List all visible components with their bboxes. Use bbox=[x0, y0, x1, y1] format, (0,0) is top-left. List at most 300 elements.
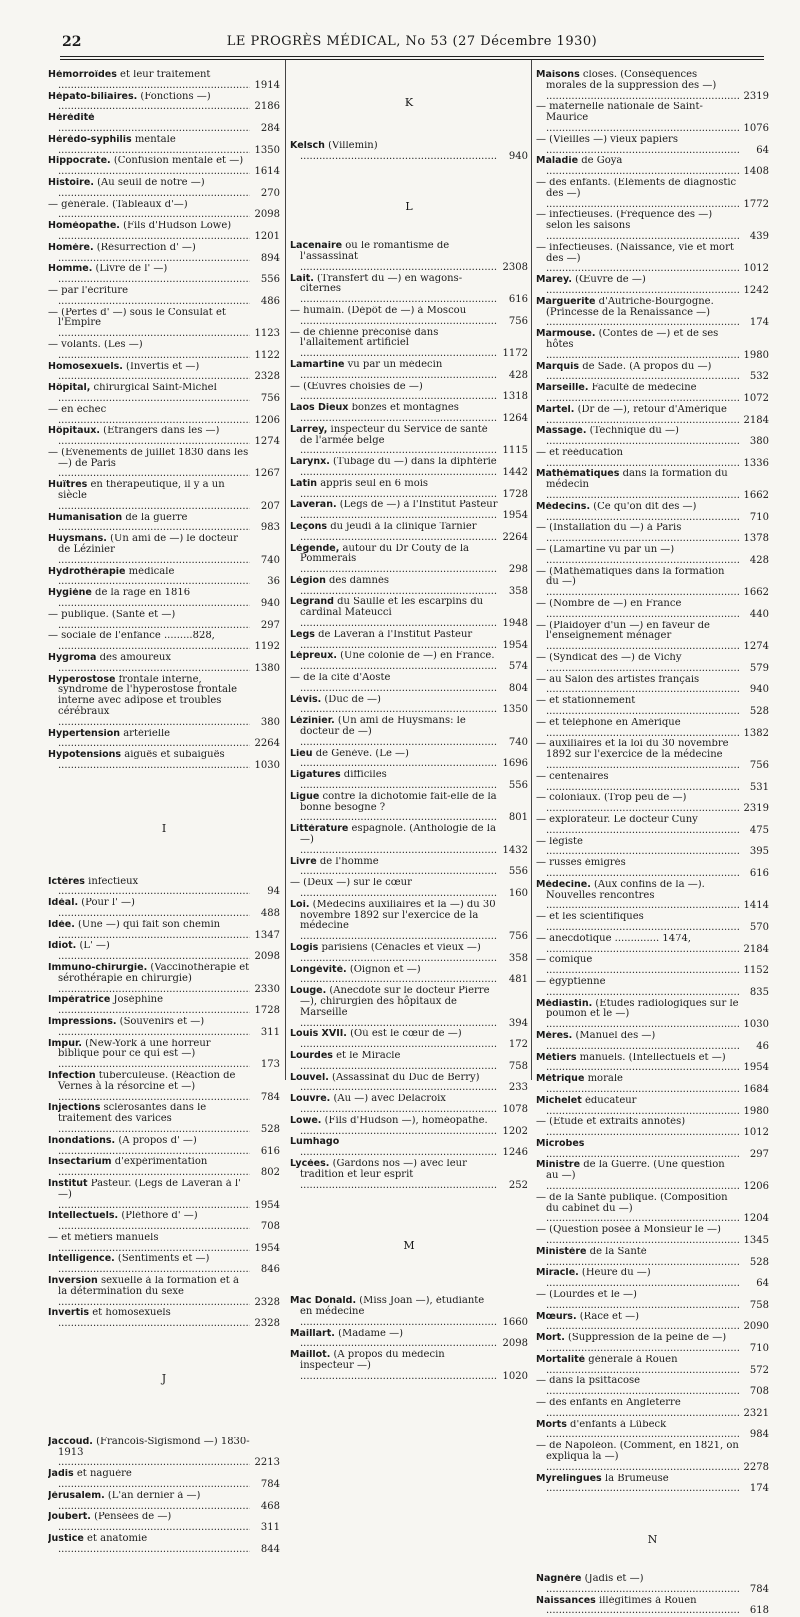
entry-text bbox=[48, 1103, 250, 1135]
index-entry bbox=[48, 1469, 280, 1491]
entry-description: — au Salon des artistes français bbox=[536, 674, 700, 685]
entry-description: de la Guerre. (Une question au —) bbox=[546, 1160, 725, 1182]
entry-page-number: 756 bbox=[498, 317, 528, 328]
index-entry bbox=[536, 955, 769, 977]
index-entry bbox=[536, 1193, 769, 1225]
entry-description: (Dr de —), retour d'Amérique bbox=[574, 404, 727, 415]
entry-headword: Lait. bbox=[290, 273, 314, 284]
entry-headword: Larynx. bbox=[290, 457, 330, 468]
index-column-1 bbox=[48, 70, 280, 1556]
entry-page-number: 846 bbox=[250, 1265, 280, 1276]
index-entry bbox=[290, 986, 528, 1029]
entry-text bbox=[290, 630, 498, 652]
entry-page-number: 2321 bbox=[739, 1409, 769, 1420]
entry-text bbox=[290, 457, 498, 479]
entry-description: — coloniaux. (Trop peu de —) bbox=[536, 793, 687, 804]
entry-headword: Inondations. bbox=[48, 1135, 116, 1146]
index-entry bbox=[290, 716, 528, 748]
entry-headword: Loi. bbox=[290, 899, 310, 910]
entry-text bbox=[48, 1136, 250, 1158]
entry-text bbox=[48, 1276, 250, 1308]
entry-description: de Laveran à l'Institut Pasteur bbox=[314, 629, 473, 640]
entry-page-number: 1246 bbox=[498, 1148, 528, 1159]
entry-text bbox=[536, 1398, 739, 1420]
entry-text bbox=[48, 340, 250, 362]
entry-page-number: 475 bbox=[739, 826, 769, 837]
entry-description: (Souvenirs et —) bbox=[116, 1016, 205, 1027]
index-entry bbox=[290, 965, 528, 987]
entry-headword: Microbes bbox=[536, 1138, 585, 1149]
index-entry bbox=[536, 1268, 769, 1290]
entry-description: de la Santé bbox=[586, 1246, 647, 1257]
entry-page-number: 2319 bbox=[739, 804, 769, 815]
entry-page-number: 710 bbox=[739, 1344, 769, 1355]
entry-page-number: 1264 bbox=[498, 414, 528, 425]
index-entry bbox=[48, 941, 280, 963]
entry-text bbox=[48, 92, 250, 114]
entry-description: (Villemin) bbox=[324, 140, 378, 151]
entry-headword: Legs bbox=[290, 629, 315, 640]
entry-description: — (Evénements de juillet 1830 dans les —) de Paris bbox=[48, 447, 249, 469]
entry-headword: Hippocrate. bbox=[48, 156, 111, 167]
entry-description: (Confusion mentale et —) bbox=[110, 156, 244, 167]
entry-description: (A propos du médecin inspecteur —) bbox=[300, 1350, 445, 1371]
entry-page-number: 2328 bbox=[250, 1298, 280, 1309]
index-entry bbox=[48, 221, 280, 243]
entry-headword: Longévité. bbox=[290, 964, 347, 975]
index-entry bbox=[48, 1276, 280, 1308]
entry-page-number: 1660 bbox=[498, 1318, 528, 1329]
index-entry bbox=[536, 696, 769, 718]
entry-page-number: 983 bbox=[250, 523, 280, 534]
entry-description: (Où est le cœur de —) bbox=[346, 1029, 462, 1040]
entry-description: — égyptienne bbox=[536, 976, 606, 987]
entry-text bbox=[290, 425, 498, 457]
entry-text bbox=[536, 675, 739, 697]
index-entry bbox=[536, 102, 769, 134]
entry-headword: Larrey, bbox=[290, 424, 328, 435]
entry-page-number: 1980 bbox=[739, 1107, 769, 1118]
entry-description: (Aux confins de la —). Nouvelles rencontres bbox=[546, 879, 705, 901]
entry-page-number: 311 bbox=[250, 1028, 280, 1039]
entry-text bbox=[290, 141, 498, 163]
entry-headword: Morts bbox=[536, 1419, 567, 1430]
entry-headword: Idée. bbox=[48, 919, 75, 930]
index-entry bbox=[536, 1398, 769, 1420]
entry-text bbox=[536, 912, 739, 934]
entry-description: (Un ami de —) le docteur de Lézinier bbox=[58, 534, 238, 556]
entry-description: de Goya bbox=[578, 156, 623, 167]
entry-text bbox=[536, 1247, 739, 1269]
index-entry bbox=[536, 156, 769, 178]
entry-text bbox=[536, 243, 739, 275]
spacer bbox=[48, 835, 280, 877]
entry-description: — (Deux —) sur le cœur bbox=[290, 878, 412, 889]
entry-headword: Martel. bbox=[536, 404, 575, 415]
entry-page-number: 784 bbox=[250, 1093, 280, 1104]
entry-page-number: 616 bbox=[739, 869, 769, 880]
entry-text bbox=[290, 651, 498, 673]
index-entry bbox=[290, 1159, 528, 1191]
index-entry bbox=[536, 739, 769, 771]
entry-page-number: 1954 bbox=[250, 1244, 280, 1255]
index-entry bbox=[48, 534, 280, 566]
entry-description: (Transfert du —) en wagons-citernes bbox=[300, 273, 463, 295]
entry-text bbox=[536, 523, 739, 545]
entry-headword: Littérature bbox=[290, 824, 349, 835]
entry-page-number: 532 bbox=[739, 372, 769, 383]
entry-description: et anatomie bbox=[83, 1534, 148, 1545]
entry-headword: Hydrothérapie bbox=[48, 566, 126, 577]
entry-headword: Lieu bbox=[290, 748, 313, 759]
index-entry bbox=[290, 241, 528, 273]
index-entry bbox=[536, 1139, 769, 1161]
entry-page-number: 1696 bbox=[498, 759, 528, 770]
entry-headword: Métiers bbox=[536, 1052, 577, 1063]
spacer bbox=[290, 70, 528, 98]
entry-page-number: 708 bbox=[250, 1222, 280, 1233]
entry-page-number: 940 bbox=[498, 152, 528, 163]
entry-headword: Homme. bbox=[48, 264, 93, 275]
entry-page-number: 1954 bbox=[498, 641, 528, 652]
entry-description: inspecteur du Service de santé de l'armée belge bbox=[300, 424, 488, 446]
index-entry bbox=[290, 1073, 528, 1095]
entry-page-number: 270 bbox=[250, 189, 280, 200]
index-entry bbox=[536, 275, 769, 297]
index-entry bbox=[48, 653, 280, 675]
entry-text bbox=[536, 275, 739, 297]
entry-text bbox=[48, 877, 250, 899]
entry-headword: Lacenaire bbox=[290, 241, 343, 252]
entry-text bbox=[48, 1233, 250, 1255]
entry-description: dans la formation du médecin bbox=[546, 469, 728, 491]
entry-text bbox=[536, 815, 739, 837]
index-entry bbox=[48, 362, 280, 384]
entry-text bbox=[290, 695, 498, 717]
entry-text bbox=[536, 837, 739, 859]
entry-description: (Oignon et —) bbox=[346, 964, 421, 975]
page-header bbox=[62, 34, 762, 52]
index-entry bbox=[48, 92, 280, 114]
entry-description: (Etrangers dans les —) bbox=[100, 426, 220, 437]
entry-description: mentale bbox=[131, 134, 176, 145]
entry-headword: Jadis bbox=[48, 1469, 74, 1480]
entry-text bbox=[536, 1355, 739, 1377]
index-entry bbox=[536, 1333, 769, 1355]
entry-text bbox=[536, 955, 739, 977]
entry-text bbox=[536, 599, 739, 621]
entry-text bbox=[290, 900, 498, 943]
entry-description: (Pléthore d' —) bbox=[118, 1211, 198, 1222]
entry-headword: Histoire. bbox=[48, 177, 94, 188]
entry-text bbox=[536, 653, 739, 675]
entry-page-number: 1076 bbox=[739, 124, 769, 135]
entry-text bbox=[536, 545, 739, 567]
entry-text bbox=[48, 610, 250, 632]
entry-description: — maternelle nationale de Saint-Maurice bbox=[536, 102, 703, 124]
entry-headword: Jérusalem. bbox=[48, 1490, 105, 1501]
entry-description: — infectieuses. (Fréquence des —) selon les saisons bbox=[536, 210, 713, 232]
entry-headword: Insectarium bbox=[48, 1157, 112, 1168]
entry-description: — de la cité d'Aoste bbox=[290, 673, 391, 684]
entry-text bbox=[48, 920, 250, 942]
index-entry bbox=[290, 824, 528, 856]
index-entry bbox=[290, 500, 528, 522]
index-entry bbox=[536, 567, 769, 599]
entry-text bbox=[536, 1139, 739, 1161]
entry-description: — (Plaidoyer d'un —) en faveur de l'enseignement ménager bbox=[536, 620, 710, 642]
entry-text bbox=[290, 1296, 498, 1328]
entry-description: — anecdotique .............. 1474, bbox=[536, 933, 691, 944]
index-entry bbox=[48, 1157, 280, 1179]
entry-description: (Œuvre de —) bbox=[571, 275, 646, 286]
entry-text bbox=[290, 673, 498, 695]
index-entry bbox=[536, 426, 769, 448]
entry-text bbox=[536, 1596, 739, 1617]
entry-text bbox=[48, 1491, 250, 1513]
entry-page-number: 1980 bbox=[739, 351, 769, 362]
spacer bbox=[536, 1495, 769, 1535]
entry-description: médicale bbox=[125, 566, 175, 577]
entry-text bbox=[290, 382, 498, 404]
entry-headword: Joubert. bbox=[48, 1512, 91, 1523]
entry-text bbox=[48, 1512, 250, 1534]
entry-headword: Nagnère bbox=[536, 1573, 582, 1584]
entry-description: morale bbox=[584, 1074, 623, 1085]
index-entry bbox=[290, 382, 528, 404]
entry-page-number: 756 bbox=[250, 394, 280, 405]
entry-headword: Impur. bbox=[48, 1038, 82, 1049]
entry-text bbox=[290, 1029, 498, 1051]
entry-text bbox=[536, 1574, 739, 1596]
entry-headword: Latin bbox=[290, 478, 318, 489]
entry-page-number: 1350 bbox=[498, 705, 528, 716]
index-entry bbox=[536, 999, 769, 1031]
entry-description: (Pensées de —) bbox=[90, 1512, 172, 1523]
index-entry bbox=[48, 243, 280, 265]
entry-page-number: 1684 bbox=[739, 1085, 769, 1096]
index-entry bbox=[48, 729, 280, 751]
entry-text bbox=[290, 1116, 498, 1138]
entry-headword: Mortalité bbox=[536, 1354, 586, 1365]
entry-page-number: 1954 bbox=[739, 1063, 769, 1074]
index-entry bbox=[290, 360, 528, 382]
index-entry bbox=[48, 877, 280, 899]
entry-page-number: 1382 bbox=[739, 729, 769, 740]
entry-text bbox=[290, 306, 498, 328]
index-entry bbox=[48, 156, 280, 178]
entry-description: closes. (Conséquences morales de la suppression des —) bbox=[546, 70, 717, 91]
entry-page-number: 207 bbox=[250, 502, 280, 513]
entry-description: tuberculeuse. (Réaction de Vernes à la résorcine et —) bbox=[58, 1070, 236, 1092]
entry-headword: Médecine. bbox=[536, 879, 591, 890]
entry-page-number: 574 bbox=[498, 662, 528, 673]
entry-headword: Lumhago bbox=[290, 1137, 340, 1148]
entry-headword: Mères. bbox=[536, 1030, 573, 1041]
entry-headword: Hygiène bbox=[48, 588, 92, 599]
entry-description: — humain. (Dépôt de —) à Moscou bbox=[290, 305, 467, 316]
entry-headword: Médiastin. bbox=[536, 998, 593, 1009]
entry-page-number: 428 bbox=[498, 371, 528, 382]
index-entry bbox=[290, 1029, 528, 1051]
entry-text bbox=[290, 500, 498, 522]
entry-description: (Une colonie de —) en France. bbox=[336, 651, 495, 662]
index-entry bbox=[536, 653, 769, 675]
entry-description: manuels. (Intellectuels et —) bbox=[576, 1052, 726, 1063]
entry-page-number: 173 bbox=[250, 1060, 280, 1071]
entry-headword: Hépato-biliaires. bbox=[48, 91, 138, 102]
entry-text bbox=[290, 824, 498, 856]
entry-text bbox=[290, 1350, 498, 1382]
index-entry bbox=[48, 1071, 280, 1103]
entry-page-number: 1072 bbox=[739, 394, 769, 405]
entry-description: aiguës et subaiguës bbox=[121, 750, 225, 761]
index-entry bbox=[290, 943, 528, 965]
index-column-2 bbox=[290, 70, 528, 1382]
entry-description: — légiste bbox=[536, 836, 583, 847]
index-entry bbox=[48, 308, 280, 340]
index-entry bbox=[290, 306, 528, 328]
index-entry bbox=[536, 1053, 769, 1075]
entry-description: (Race et —) bbox=[576, 1311, 640, 1322]
entry-headword: Marmouse. bbox=[536, 329, 596, 340]
entry-text bbox=[48, 264, 250, 286]
entry-text bbox=[48, 1017, 250, 1039]
entry-headword: Lourdes bbox=[290, 1050, 333, 1061]
entry-text bbox=[536, 977, 739, 999]
entry-page-number: 1192 bbox=[250, 642, 280, 653]
entry-description: — (Syndicat des —) de Vichy bbox=[536, 653, 682, 664]
entry-text bbox=[48, 178, 250, 200]
entry-text bbox=[48, 383, 250, 405]
entry-text bbox=[48, 1308, 250, 1330]
entry-description: contre la dichotomie fait-elle de la bonne besogne ? bbox=[300, 791, 497, 813]
entry-page-number: 1378 bbox=[739, 534, 769, 545]
entry-text bbox=[48, 1254, 250, 1276]
entry-description: (Anecdote sur le docteur Pierre —), chirurgien des hôpitaux de Marseille bbox=[300, 986, 490, 1018]
entry-text bbox=[290, 274, 498, 306]
entry-text bbox=[48, 135, 250, 157]
entry-page-number: 844 bbox=[250, 1545, 280, 1556]
entry-text bbox=[48, 631, 250, 653]
entry-text bbox=[290, 1073, 498, 1095]
entry-text bbox=[536, 696, 739, 718]
entry-description: (L'an dernier à —) bbox=[104, 1490, 201, 1501]
index-entry bbox=[48, 963, 280, 995]
entry-headword: Lépreux. bbox=[290, 651, 337, 662]
index-entry bbox=[290, 673, 528, 695]
entry-description: vu par un médecin bbox=[344, 359, 443, 370]
entry-page-number: 940 bbox=[250, 599, 280, 610]
entry-text bbox=[48, 963, 250, 995]
entry-headword: Ictères bbox=[48, 876, 85, 887]
entry-description: — des enfants. (Eléments de diagnostic des —) bbox=[536, 177, 737, 199]
index-entry bbox=[48, 1039, 280, 1071]
entry-page-number: 488 bbox=[250, 909, 280, 920]
entry-text bbox=[536, 1225, 739, 1247]
entry-text bbox=[290, 1159, 498, 1191]
entry-text bbox=[536, 1333, 739, 1355]
entry-page-number: 64 bbox=[739, 1279, 769, 1290]
entry-text bbox=[48, 567, 250, 589]
entry-description: et leur traitement bbox=[116, 70, 211, 80]
entry-page-number: 1172 bbox=[498, 349, 528, 360]
index-entry bbox=[48, 70, 280, 92]
entry-page-number: 984 bbox=[739, 1430, 769, 1441]
entry-page-number: 802 bbox=[250, 1168, 280, 1179]
index-entry bbox=[48, 448, 280, 480]
index-entry bbox=[48, 264, 280, 286]
index-entry bbox=[290, 141, 528, 163]
entry-page-number: 284 bbox=[250, 124, 280, 135]
entry-text bbox=[290, 597, 498, 629]
entry-headword: Mac Donald. bbox=[290, 1296, 357, 1307]
entry-page-number: 1202 bbox=[498, 1127, 528, 1138]
entry-description: Pasteur. (Legs de Laveran à l' —) bbox=[58, 1178, 241, 1200]
index-entry bbox=[536, 469, 769, 501]
entry-description: (Résurrection d' —) bbox=[93, 242, 196, 253]
entry-description: autour du Dr Couty de la Pommerais bbox=[300, 543, 469, 565]
entry-description: (L' —) bbox=[76, 941, 110, 952]
entry-headword: Lowe. bbox=[290, 1115, 322, 1126]
entry-page-number: 2319 bbox=[739, 92, 769, 103]
entry-headword: Jaccoud. bbox=[48, 1436, 93, 1447]
entry-text bbox=[290, 716, 498, 748]
entry-page-number: 528 bbox=[250, 1125, 280, 1136]
entry-headword: Impératrice bbox=[48, 995, 111, 1006]
entry-description: générale à Rouen bbox=[585, 1354, 678, 1365]
entry-description: sclérosantes dans le traitement des varices bbox=[58, 1103, 207, 1125]
entry-page-number: 2328 bbox=[250, 372, 280, 383]
entry-headword: Humanisation bbox=[48, 512, 123, 523]
entry-description: (Duc de —) bbox=[321, 694, 381, 705]
index-entry bbox=[290, 770, 528, 792]
entry-headword: Idéal. bbox=[48, 898, 79, 909]
entry-text bbox=[48, 362, 250, 384]
index-entry bbox=[48, 200, 280, 222]
entry-page-number: 1954 bbox=[250, 1201, 280, 1212]
index-entry bbox=[536, 1312, 769, 1334]
index-entry bbox=[48, 113, 280, 135]
entry-text bbox=[536, 858, 739, 880]
entry-description: (Heure du —) bbox=[578, 1268, 651, 1279]
entry-page-number: 1442 bbox=[498, 468, 528, 479]
entry-headword: Myrelingues bbox=[536, 1473, 602, 1484]
entry-page-number: 298 bbox=[498, 565, 528, 576]
entry-headword: Métrique bbox=[536, 1074, 585, 1085]
index-entry bbox=[290, 457, 528, 479]
entry-description: (Francois-Sigismond —) 1830-1913 bbox=[58, 1436, 250, 1458]
entry-headword: Infection bbox=[48, 1070, 96, 1081]
entry-description: espagnole. (Anthologie de la —) bbox=[300, 824, 496, 846]
entry-headword: Homère. bbox=[48, 242, 94, 253]
entry-headword: Lézinier. bbox=[290, 716, 335, 727]
index-entry bbox=[290, 695, 528, 717]
entry-text bbox=[536, 1160, 739, 1192]
entry-page-number: 2264 bbox=[498, 533, 528, 544]
entry-page-number: 311 bbox=[250, 1523, 280, 1534]
entry-text bbox=[536, 1053, 739, 1075]
index-entry bbox=[48, 1254, 280, 1276]
entry-description: la Brumeuse bbox=[601, 1473, 669, 1484]
entry-page-number: 756 bbox=[498, 932, 528, 943]
entry-text bbox=[290, 986, 498, 1029]
entry-text bbox=[536, 1117, 739, 1139]
index-entry bbox=[290, 479, 528, 501]
entry-description: sexuelle à la formation et à la détermination du sexe bbox=[58, 1276, 239, 1297]
entry-text bbox=[48, 513, 250, 535]
entry-headword: Laos Dieux bbox=[290, 403, 349, 414]
